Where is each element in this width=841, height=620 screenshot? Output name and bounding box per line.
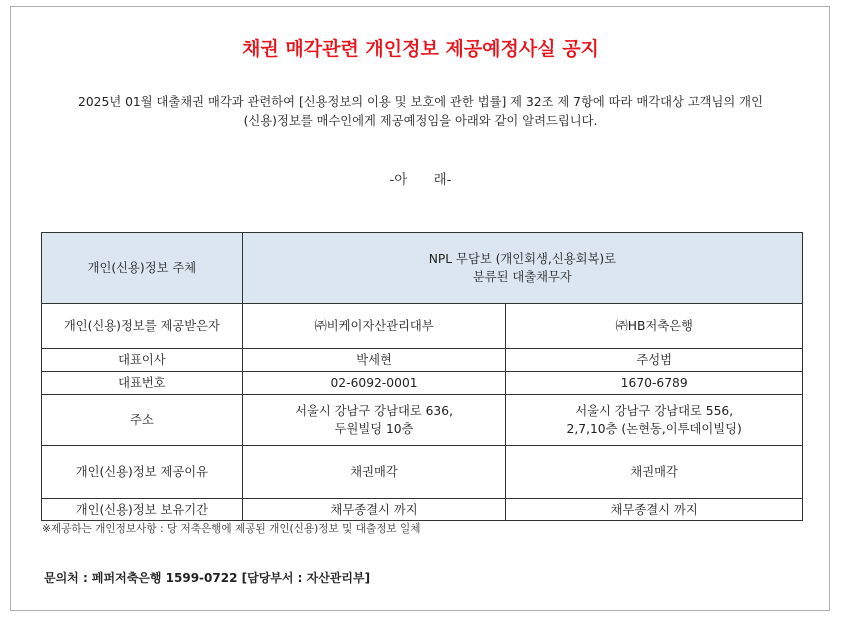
retention-1: 채무종결시 까지 [242,499,506,521]
intro-line-1: 2025년 01월 대출채권 매각과 관련하여 [신용정보의 이용 및 보호에 관한 법률] 제 32조 제 7항에 따라 매각대상 고객님의 개인 [78,95,763,109]
subject-value-line-1: NPL 무담보 (개인회생,신용회복)로 [428,252,617,266]
address-2-line-1: 서울시 강남구 강남대로 556, [575,404,734,418]
table-row [42,304,803,349]
subject-value [242,233,802,304]
table-row [42,446,803,499]
reason-label: 개인(신용)정보 제공이유 [42,446,243,499]
address-2-line-2: 2,7,10층 (논현동,이투데이빌딩) [566,422,742,436]
recipient-2: ㈜HB저축은행 [506,304,803,349]
ceo-2: 주성범 [506,349,803,372]
ceo-label: 대표이사 [42,349,243,372]
info-table [41,232,803,521]
contact-info: 문의처 : 페퍼저축은행 1599-0722 [담당부서 : 자산관리부] [44,571,371,585]
address-1-line-1: 서울시 강남구 강남대로 636, [295,404,453,418]
retention-label: 개인(신용)정보 보유기간 [42,499,243,521]
table-row [42,349,803,372]
phone-label: 대표번호 [42,372,243,395]
intro-line-2: (신용)정보를 매수인에게 제공예정임을 아래와 같이 알려드립니다. [243,114,598,128]
address-label: 주소 [42,395,243,446]
intro-paragraph [40,93,801,131]
table-row [42,372,803,395]
recipient-label: 개인(신용)정보를 제공받은자 [42,304,243,349]
phone-2: 1670-6789 [506,372,803,395]
subject-label: 개인(신용)정보 주체 [42,233,243,304]
recipient-1: ㈜비케이자산관리대부 [242,304,506,349]
ceo-1: 박세현 [242,349,506,372]
subject-value-line-2: 분류된 대출채무자 [472,270,572,284]
page-title: 채권 매각관련 개인정보 제공예정사실 공지 [242,38,599,60]
reason-2: 채권매각 [506,446,803,499]
table-row [42,233,803,304]
phone-1: 02-6092-0001 [242,372,506,395]
table-row [42,395,803,446]
address-1-line-2: 두원빌딩 10층 [334,422,414,436]
reason-1: 채권매각 [242,446,506,499]
address-1 [242,395,506,446]
address-2 [506,395,803,446]
arae-heading: -아 래- [389,172,452,188]
footnote: ※제공하는 개인정보사항 : 당 저축은행에 제공된 개인(신용)정보 및 대출정보 일체 [42,523,421,535]
table-row [42,499,803,521]
retention-2: 채무종결시 까지 [506,499,803,521]
